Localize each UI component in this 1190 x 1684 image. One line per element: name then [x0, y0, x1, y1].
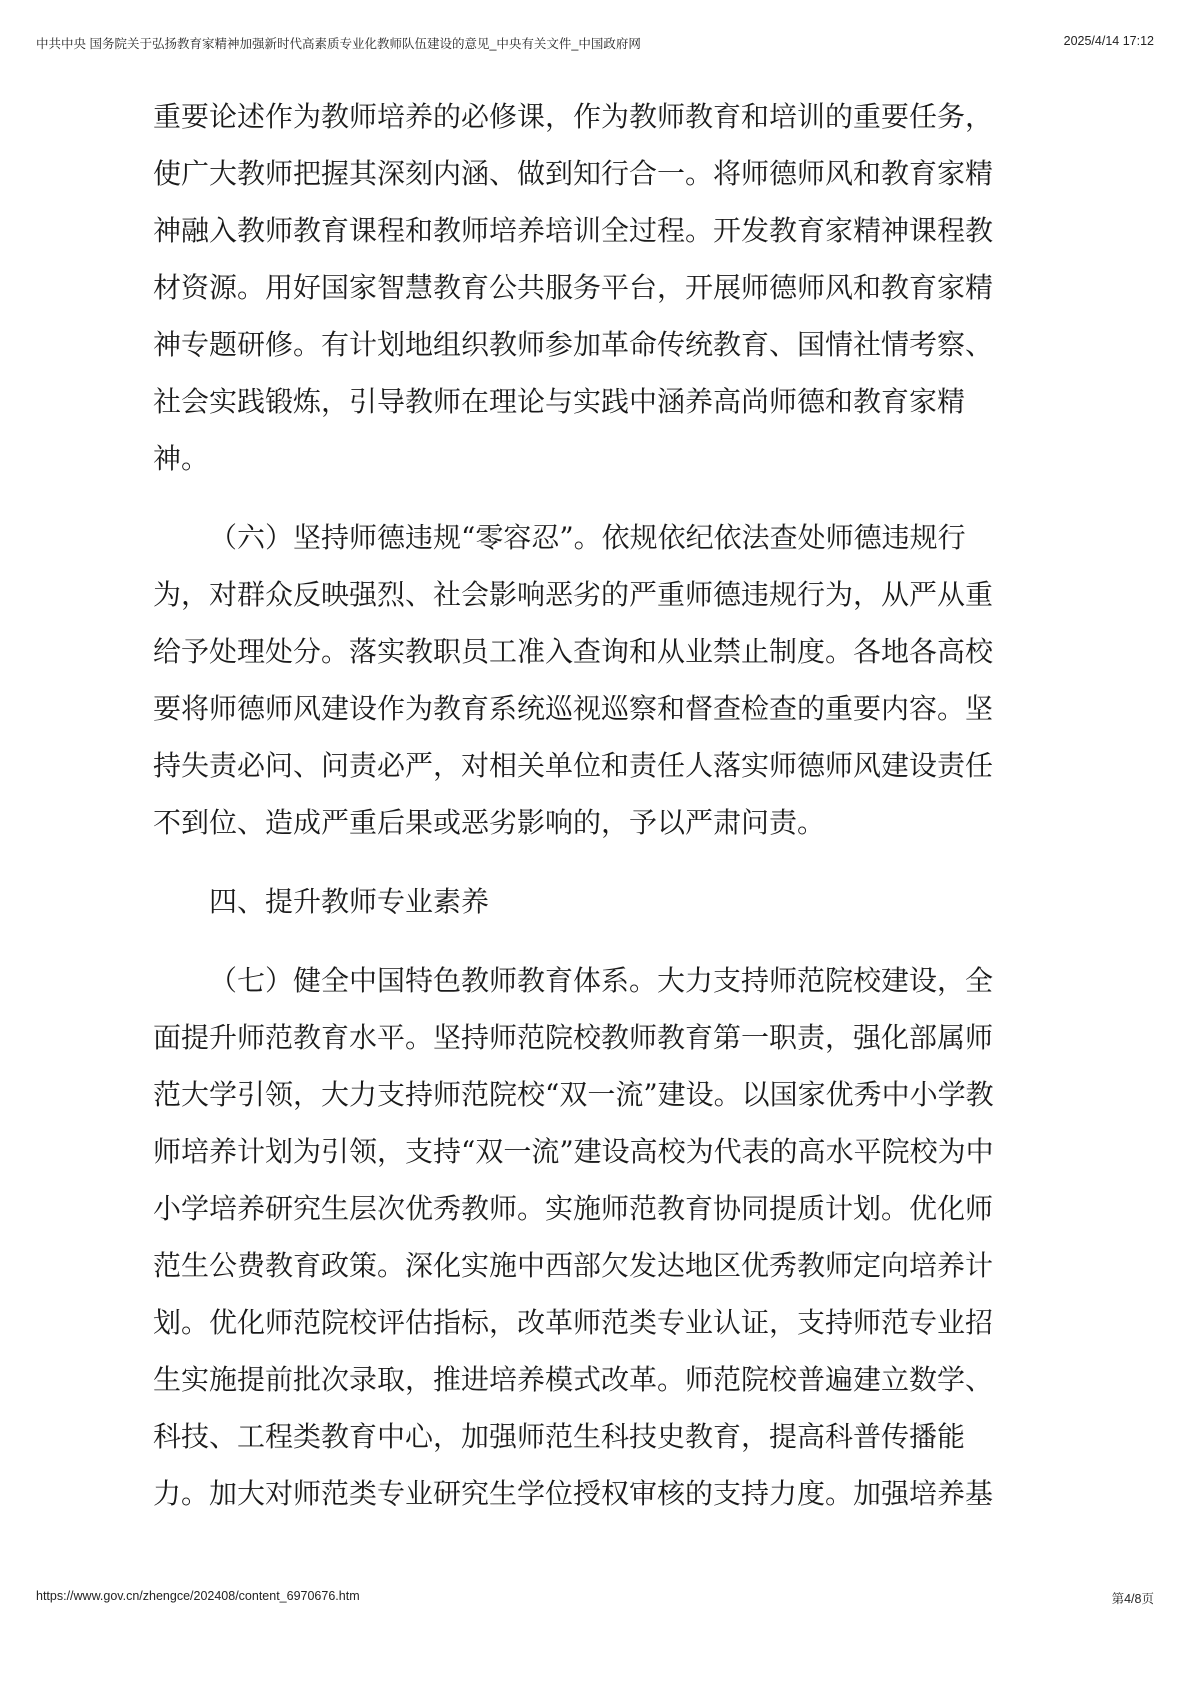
page-title: 中共中央 国务院关于弘扬教育家精神加强新时代高素质专业化教师队伍建设的意见_中央有关文件_中国政府网: [36, 37, 641, 51]
text-line: 持失责必问、问责必严，对相关单位和责任人落实师德师风建设责任: [153, 749, 994, 782]
text-line: 生实施提前批次录取，推进培养模式改革。师范院校普遍建立数学、: [153, 1363, 994, 1396]
section-heading-text: 四、提升教师专业素养: [209, 885, 490, 918]
text-line: 不到位、造成严重后果或恶劣影响的，予以严肃问责。: [153, 806, 826, 839]
text-line: 师培养计划为引领，支持“双一流”建设高校为代表的高水平院校为中: [153, 1135, 994, 1168]
section-heading: [153, 873, 1043, 930]
paragraph-continued: [153, 88, 1043, 487]
text-line: 划。优化师范院校评估指标，改革师范类专业认证，支持师范专业招: [153, 1306, 994, 1339]
text-line: 为，对群众反映强烈、社会影响恶劣的严重师德违规行为，从严从重: [153, 578, 994, 611]
text-line: 神融入教师教育课程和教师培养培训全过程。开发教育家精神课程教: [153, 214, 994, 247]
text-line: 神。: [153, 442, 210, 475]
paragraph-spacer: [153, 930, 1043, 952]
paragraph-spacer: [153, 487, 1043, 509]
text-line: 范生公费教育政策。深化实施中西部欠发达地区优秀教师定向培养计: [153, 1249, 994, 1282]
text-line: 给予处理处分。落实教职员工准入查询和从业禁止制度。各地各高校: [153, 635, 994, 668]
page-url: https://www.gov.cn/zhengce/202408/content_6970676.htm: [36, 1589, 360, 1603]
article-body: [153, 88, 1043, 1522]
text-line: 神专题研修。有计划地组织教师参加革命传统教育、国情社情考察、: [153, 328, 994, 361]
text-line: 力。加大对师范类专业研究生学位授权审核的支持力度。加强培养基: [153, 1477, 994, 1510]
paragraph-six: [153, 509, 1043, 851]
text-line: 范大学引领，大力支持师范院校“双一流”建设。以国家优秀中小学教: [153, 1078, 994, 1111]
page-indicator: 第4/8页: [1111, 1592, 1154, 1606]
text-line: （六）坚持师德违规“零容忍”。依规依纪依法查处师德违规行: [209, 521, 966, 554]
text-line: 使广大教师把握其深刻内涵、做到知行合一。将师德师风和教育家精: [153, 157, 994, 190]
text-line: 面提升师范教育水平。坚持师范院校教师教育第一职责，强化部属师: [153, 1021, 994, 1054]
text-line: 材资源。用好国家智慧教育公共服务平台，开展师德师风和教育家精: [153, 271, 994, 304]
text-line: 重要论述作为教师培养的必修课，作为教师教育和培训的重要任务，: [153, 100, 994, 133]
text-line: 小学培养研究生层次优秀教师。实施师范教育协同提质计划。优化师: [153, 1192, 994, 1225]
text-line: （七）健全中国特色教师教育体系。大力支持师范院校建设，全: [209, 964, 994, 997]
print-footer: [36, 1589, 1154, 1609]
print-datetime: 2025/4/14 17:12: [1063, 34, 1154, 48]
text-line: 科技、工程类教育中心，加强师范生科技史教育，提高科普传播能: [153, 1420, 966, 1453]
print-header: [36, 34, 1154, 54]
paragraph-spacer: [153, 851, 1043, 873]
text-line: 要将师德师风建设作为教育系统巡视巡察和督查检查的重要内容。坚: [153, 692, 994, 725]
text-line: 社会实践锻炼，引导教师在理论与实践中涵养高尚师德和教育家精: [153, 385, 966, 418]
paragraph-seven: [153, 952, 1043, 1522]
